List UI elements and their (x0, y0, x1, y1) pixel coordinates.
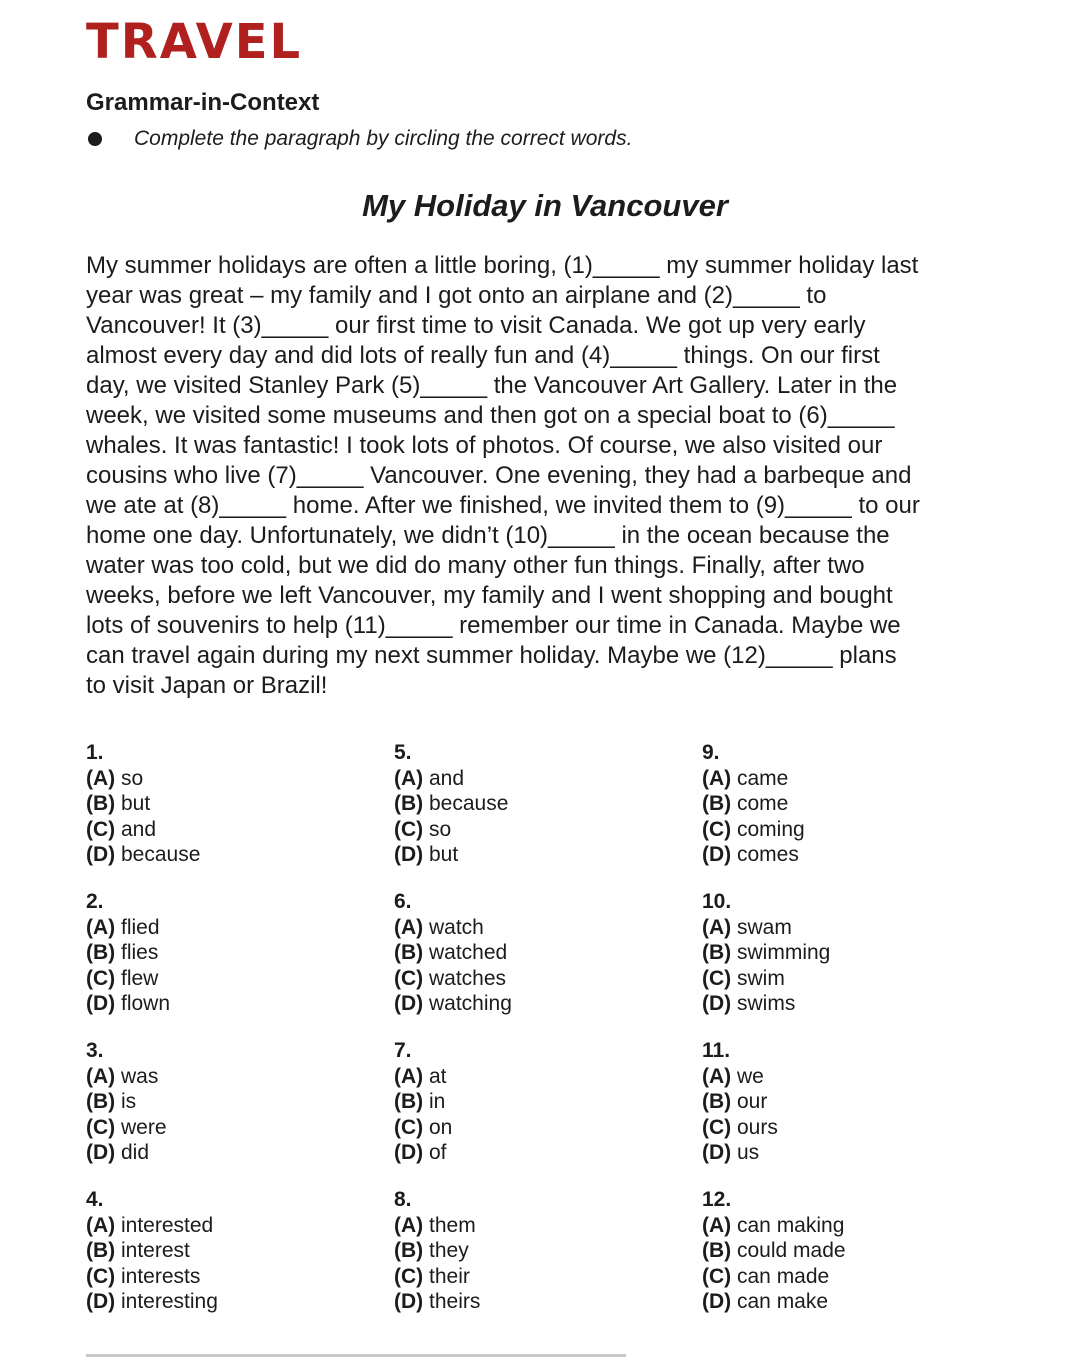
option-text: flown (121, 992, 171, 1016)
question-block (702, 889, 1006, 1017)
option-letter: (C) (702, 817, 732, 841)
question-number: 1. (86, 741, 104, 764)
option-text: watches (429, 966, 507, 990)
option-text: interests (121, 1264, 201, 1288)
question-number: 8. (394, 1187, 412, 1211)
answer-option[interactable] (394, 817, 702, 843)
option-letter: (A) (86, 1064, 116, 1088)
option-letter: (A) (702, 766, 732, 790)
option-text: but (429, 843, 459, 867)
option-text: theirs (429, 1290, 481, 1314)
answer-option[interactable] (702, 991, 1006, 1017)
option-letter: (C) (394, 1115, 424, 1139)
option-text: was (121, 1064, 159, 1088)
option-letter: (D) (86, 1290, 116, 1314)
story-line: My summer holidays are often a little boring, (1)_____ my summer holiday last (86, 252, 919, 279)
answer-option[interactable] (702, 966, 1006, 992)
option-text: swam (737, 915, 792, 939)
option-letter: (C) (394, 1264, 424, 1288)
question-block (394, 740, 702, 868)
option-text: flew (121, 966, 159, 990)
question-number: 7. (394, 1038, 412, 1062)
answer-option[interactable] (394, 1213, 702, 1239)
story-title: My Holiday in Vancouver (362, 188, 728, 223)
option-letter: (B) (86, 941, 116, 965)
question-block (394, 1187, 702, 1315)
answer-option[interactable] (702, 1213, 1006, 1239)
answer-option[interactable] (86, 766, 394, 792)
option-letter: (D) (702, 1141, 732, 1165)
option-text: interesting (121, 1290, 218, 1314)
story-line: week, we visited some museums and then got on a special boat to (6)_____ (86, 402, 895, 429)
page-title: TRAVEL (86, 14, 303, 70)
option-text: did (121, 1141, 150, 1165)
option-text: came (737, 766, 789, 790)
answer-option[interactable] (702, 1064, 1006, 1090)
option-letter: (C) (394, 817, 424, 841)
answer-option[interactable] (702, 915, 1006, 941)
answer-option[interactable] (86, 991, 394, 1017)
option-text: interest (121, 1239, 190, 1263)
option-letter: (B) (702, 1239, 732, 1263)
question-number: 6. (394, 889, 412, 913)
option-text: they (429, 1239, 469, 1263)
option-letter: (B) (394, 1239, 424, 1263)
option-text: but (121, 792, 151, 816)
option-text: can made (737, 1264, 830, 1288)
answer-option[interactable] (86, 1264, 394, 1290)
question-number: 10. (702, 889, 732, 913)
option-text: us (737, 1141, 760, 1165)
option-letter: (B) (394, 792, 424, 816)
answer-option[interactable] (702, 1140, 1006, 1166)
option-letter: (D) (702, 843, 732, 867)
option-text: watched (429, 941, 508, 965)
option-text: flied (121, 915, 160, 939)
question-block (86, 1038, 394, 1166)
page-divider (86, 1354, 626, 1357)
option-letter: (B) (86, 1239, 116, 1263)
answer-option[interactable] (394, 1089, 702, 1115)
option-text: on (429, 1115, 453, 1139)
option-text: comes (737, 843, 799, 867)
option-letter: (C) (702, 1115, 732, 1139)
story-line: whales. It was fantastic! I took lots of photos. Of course, we also visited our (86, 432, 883, 459)
option-letter: (A) (394, 1064, 424, 1088)
option-text: watching (429, 992, 512, 1016)
option-text: come (737, 792, 789, 816)
option-letter: (B) (702, 941, 732, 965)
answer-option[interactable] (394, 791, 702, 817)
option-letter: (A) (394, 766, 424, 790)
option-text: flies (121, 941, 159, 965)
option-letter: (C) (702, 1264, 732, 1288)
option-text: and (121, 817, 157, 841)
option-letter: (A) (86, 766, 116, 790)
option-letter: (C) (86, 817, 116, 841)
option-letter: (D) (394, 1141, 424, 1165)
option-letter: (D) (394, 1290, 424, 1314)
answer-option[interactable] (702, 817, 1006, 843)
option-letter: (A) (702, 1213, 732, 1237)
answer-option[interactable] (86, 1115, 394, 1141)
question-number: 11. (702, 1038, 731, 1062)
answer-option[interactable] (86, 940, 394, 966)
answer-option[interactable] (394, 1238, 702, 1264)
option-letter: (D) (394, 843, 424, 867)
instruction (86, 124, 632, 154)
question-block (702, 1038, 1006, 1166)
option-letter: (A) (86, 1213, 116, 1237)
question-block (702, 1187, 1006, 1315)
answer-option[interactable] (86, 1064, 394, 1090)
question-block (86, 1187, 394, 1315)
option-text: ours (737, 1115, 778, 1139)
answer-option[interactable] (394, 915, 702, 941)
answer-option[interactable] (394, 1115, 702, 1141)
question-number: 2. (86, 889, 104, 913)
option-text: in (429, 1090, 446, 1114)
option-letter: (B) (86, 1090, 116, 1114)
option-text: their (429, 1264, 470, 1288)
answer-option[interactable] (86, 1140, 394, 1166)
option-letter: (C) (394, 966, 424, 990)
answer-option[interactable] (394, 1140, 702, 1166)
option-text: swimming (737, 941, 831, 965)
option-letter: (D) (86, 1141, 116, 1165)
option-letter: (D) (86, 992, 116, 1016)
answer-option[interactable] (394, 991, 702, 1017)
story-line: water was too cold, but we did do many other fun things. Finally, after two (86, 552, 865, 579)
answer-option[interactable] (86, 915, 394, 941)
option-letter: (D) (702, 992, 732, 1016)
question-number: 9. (702, 741, 720, 764)
story-line: to visit Japan or Brazil! (86, 672, 328, 699)
option-letter: (A) (702, 1064, 732, 1088)
option-letter: (C) (702, 966, 732, 990)
answer-option[interactable] (86, 1289, 394, 1315)
question-number: 3. (86, 1038, 104, 1062)
answer-option[interactable] (86, 966, 394, 992)
answer-option[interactable] (394, 940, 702, 966)
option-text: so (121, 766, 144, 790)
option-text: because (429, 792, 509, 816)
instruction-text: Complete the paragraph by circling the correct words. (134, 127, 633, 150)
option-letter: (B) (702, 792, 732, 816)
option-letter: (A) (86, 915, 116, 939)
option-text: coming (737, 817, 805, 841)
section-heading: Grammar-in-Context (86, 89, 320, 116)
question-block (394, 889, 702, 1017)
option-text: and (429, 766, 465, 790)
question-number: 5. (394, 741, 412, 764)
story-line: lots of souvenirs to help (11)_____ remember our time in Canada. Maybe we (86, 612, 901, 639)
option-letter: (A) (394, 915, 424, 939)
story-line: year was great – my family and I got onto an airplane and (2)_____ to (86, 282, 827, 309)
answer-option[interactable] (394, 966, 702, 992)
question-grid (86, 740, 1006, 1315)
answer-option[interactable] (86, 1238, 394, 1264)
answer-option[interactable] (394, 1064, 702, 1090)
answer-option[interactable] (86, 817, 394, 843)
option-letter: (B) (394, 941, 424, 965)
story-line: day, we visited Stanley Park (5)_____ the Vancouver Art Gallery. Later in the (86, 372, 898, 399)
option-letter: (A) (702, 915, 732, 939)
option-text: we (737, 1064, 764, 1088)
answer-option[interactable] (702, 1089, 1006, 1115)
option-letter: (D) (702, 1290, 732, 1314)
answer-option[interactable] (86, 1089, 394, 1115)
answer-option[interactable] (702, 1264, 1006, 1290)
option-text: swim (737, 966, 785, 990)
question-block (702, 740, 1006, 868)
option-text: can make (737, 1290, 829, 1314)
option-letter: (C) (86, 1264, 116, 1288)
question-block (86, 740, 394, 868)
option-text: because (121, 843, 201, 867)
answer-option[interactable] (394, 766, 702, 792)
answer-option[interactable] (394, 1289, 702, 1315)
option-letter: (D) (394, 992, 424, 1016)
option-text: can making (737, 1213, 845, 1237)
answer-option[interactable] (86, 1213, 394, 1239)
option-text: were (121, 1115, 167, 1139)
option-text: so (429, 817, 452, 841)
option-letter: (B) (86, 792, 116, 816)
question-number: 4. (86, 1187, 104, 1211)
question-number: 12. (702, 1187, 732, 1211)
story-line: home one day. Unfortunately, we didn’t (10)_____ in the ocean because the (86, 522, 890, 549)
question-block (86, 889, 394, 1017)
answer-option[interactable] (702, 1238, 1006, 1264)
story-line: we ate at (8)_____ home. After we finished, we invited them to (9)_____ to our (86, 492, 920, 519)
answer-option[interactable] (86, 842, 394, 868)
option-text: our (737, 1090, 768, 1114)
option-letter: (A) (394, 1213, 424, 1237)
option-letter: (D) (86, 843, 116, 867)
option-text: interested (121, 1213, 214, 1237)
answer-option[interactable] (394, 1264, 702, 1290)
answer-option[interactable] (394, 842, 702, 868)
story-line: almost every day and did lots of really fun and (4)_____ things. On our first (86, 342, 880, 369)
option-text: at (429, 1064, 447, 1088)
story-line: Vancouver! It (3)_____ our first time to visit Canada. We got up very early (86, 312, 866, 339)
option-letter: (C) (86, 966, 116, 990)
option-text: watch (429, 915, 484, 939)
answer-option[interactable] (702, 842, 1006, 868)
option-text: swims (737, 992, 796, 1016)
option-text: could made (737, 1239, 846, 1263)
story-paragraph (86, 251, 1006, 701)
option-letter: (B) (394, 1090, 424, 1114)
story-line: cousins who live (7)_____ Vancouver. One evening, they had a barbeque and (86, 462, 912, 489)
answer-option[interactable] (702, 766, 1006, 792)
answer-option[interactable] (702, 1115, 1006, 1141)
question-block (394, 1038, 702, 1166)
story-line: can travel again during my next summer holiday. Maybe we (12)_____ plans (86, 642, 897, 669)
answer-option[interactable] (702, 791, 1006, 817)
option-letter: (B) (702, 1090, 732, 1114)
option-letter: (C) (86, 1115, 116, 1139)
option-text: is (121, 1090, 137, 1114)
answer-option[interactable] (702, 940, 1006, 966)
answer-option[interactable] (86, 791, 394, 817)
option-text: them (429, 1213, 476, 1237)
option-text: of (429, 1141, 447, 1165)
bullet-icon (88, 132, 102, 146)
answer-option[interactable] (702, 1289, 1006, 1315)
story-line: weeks, before we left Vancouver, my family and I went shopping and bought (86, 582, 893, 609)
